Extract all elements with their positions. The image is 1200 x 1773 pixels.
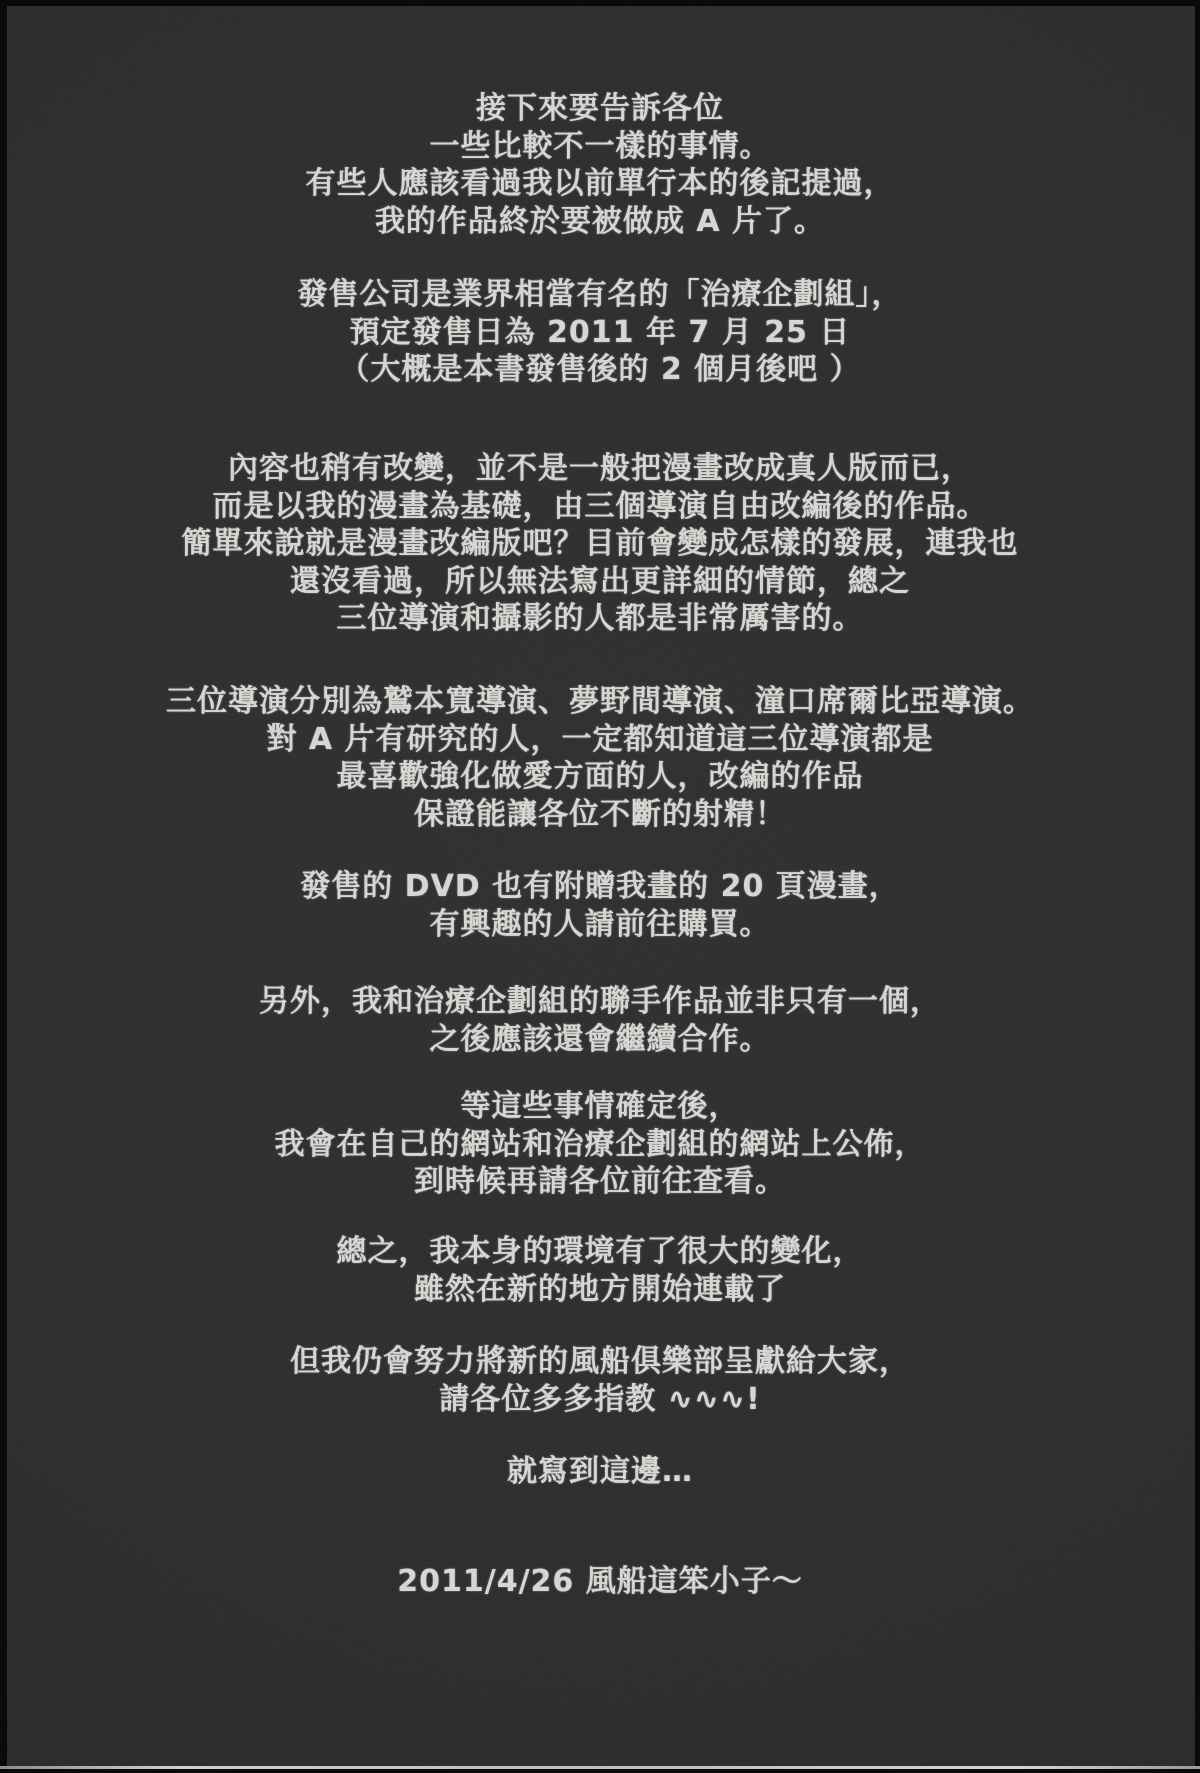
text-line: 三位導演分別為鷲本寬導演、夢野間導演、潼口席爾比亞導演。 [166,684,1034,719]
paragraph-announcement [0,1088,1200,1201]
text-line: 總之，我本身的環境有了很大的變化， [336,1234,864,1269]
text-line: 就寫到這邊… [507,1454,693,1489]
text-line: 簡單來說就是漫畫改編版吧？目前會變成怎樣的發展，連我也 [181,526,1019,561]
text-line: 三位導演和攝影的人都是非常厲害的。 [336,601,864,636]
text-line: 一些比較不一樣的事情。 [429,128,771,164]
text-line: （大概是本書發售後的 2 個月後吧 ） [339,352,861,387]
text-line: 等這些事情確定後， [460,1089,740,1124]
text-line: 接下來要告訴各位 [476,91,724,126]
paragraph-intro [0,90,1200,240]
scan-edge-right [1195,0,1200,1773]
text-line: 到時候再請各位前往查看。 [414,1164,786,1199]
text-line: 有興趣的人請前往購買。 [429,906,771,942]
paragraph-closing-promise [0,1343,1200,1418]
signature-line: 2011/4/26 風船這笨小子～ [397,1564,803,1599]
paragraph-directors [0,683,1200,833]
text-line: 請各位多多指教 ∿∿∿! [439,1381,761,1417]
text-line: 最喜歡強化做愛方面的人，改編的作品 [336,759,864,794]
paragraph-sign-off [0,1453,1200,1491]
text-line: 還沒看過，所以無法寫出更詳細的情節，總之 [290,563,910,599]
scan-edge-left [0,0,7,1773]
text-line: 發售的 DVD 也有附贈我畫的 20 頁漫畫， [300,869,900,904]
text-line: 雖然在新的地方開始連載了 [414,1271,786,1307]
paragraph-environment-change [0,1233,1200,1308]
paragraph-release-info [0,276,1200,389]
text-line: 我會在自己的網站和治療企劃組的網站上公佈， [274,1126,926,1162]
paragraph-content-changes [0,450,1200,638]
paragraph-future-collab [0,983,1200,1058]
text-line: 我的作品終於要被做成 A 片了。 [374,203,826,239]
text-line: 而是以我的漫畫為基礎，由三個導演自由改編後的作品。 [212,488,988,524]
scan-edge-highlight [0,1766,1200,1769]
text-line: 內容也稍有改變，並不是一般把漫畫改成真人版而已， [228,451,972,486]
text-line: 保證能讓各位不斷的射精！ [414,796,786,832]
scan-edge-bottom [0,1769,1200,1773]
text-line: 對 A 片有研究的人，一定都知道這三位導演都是 [266,721,934,757]
text-line: 有些人應該看過我以前單行本的後記提過， [305,166,895,201]
text-line: 另外，我和治療企劃組的聯手作品並非只有一個， [259,984,941,1019]
text-line: 之後應該還會繼續合作。 [429,1021,771,1057]
paragraph-dvd-bonus [0,868,1200,943]
paragraph-date-signature [0,1563,1200,1601]
text-line: 但我仍會努力將新的風船俱樂部呈獻給大家， [290,1344,910,1379]
text-line: 預定發售日為 2011 年 7 月 25 日 [349,314,851,350]
scan-edge-top [0,0,1200,6]
text-line: 發售公司是業界相當有名的「治療企劃組」， [297,277,903,312]
